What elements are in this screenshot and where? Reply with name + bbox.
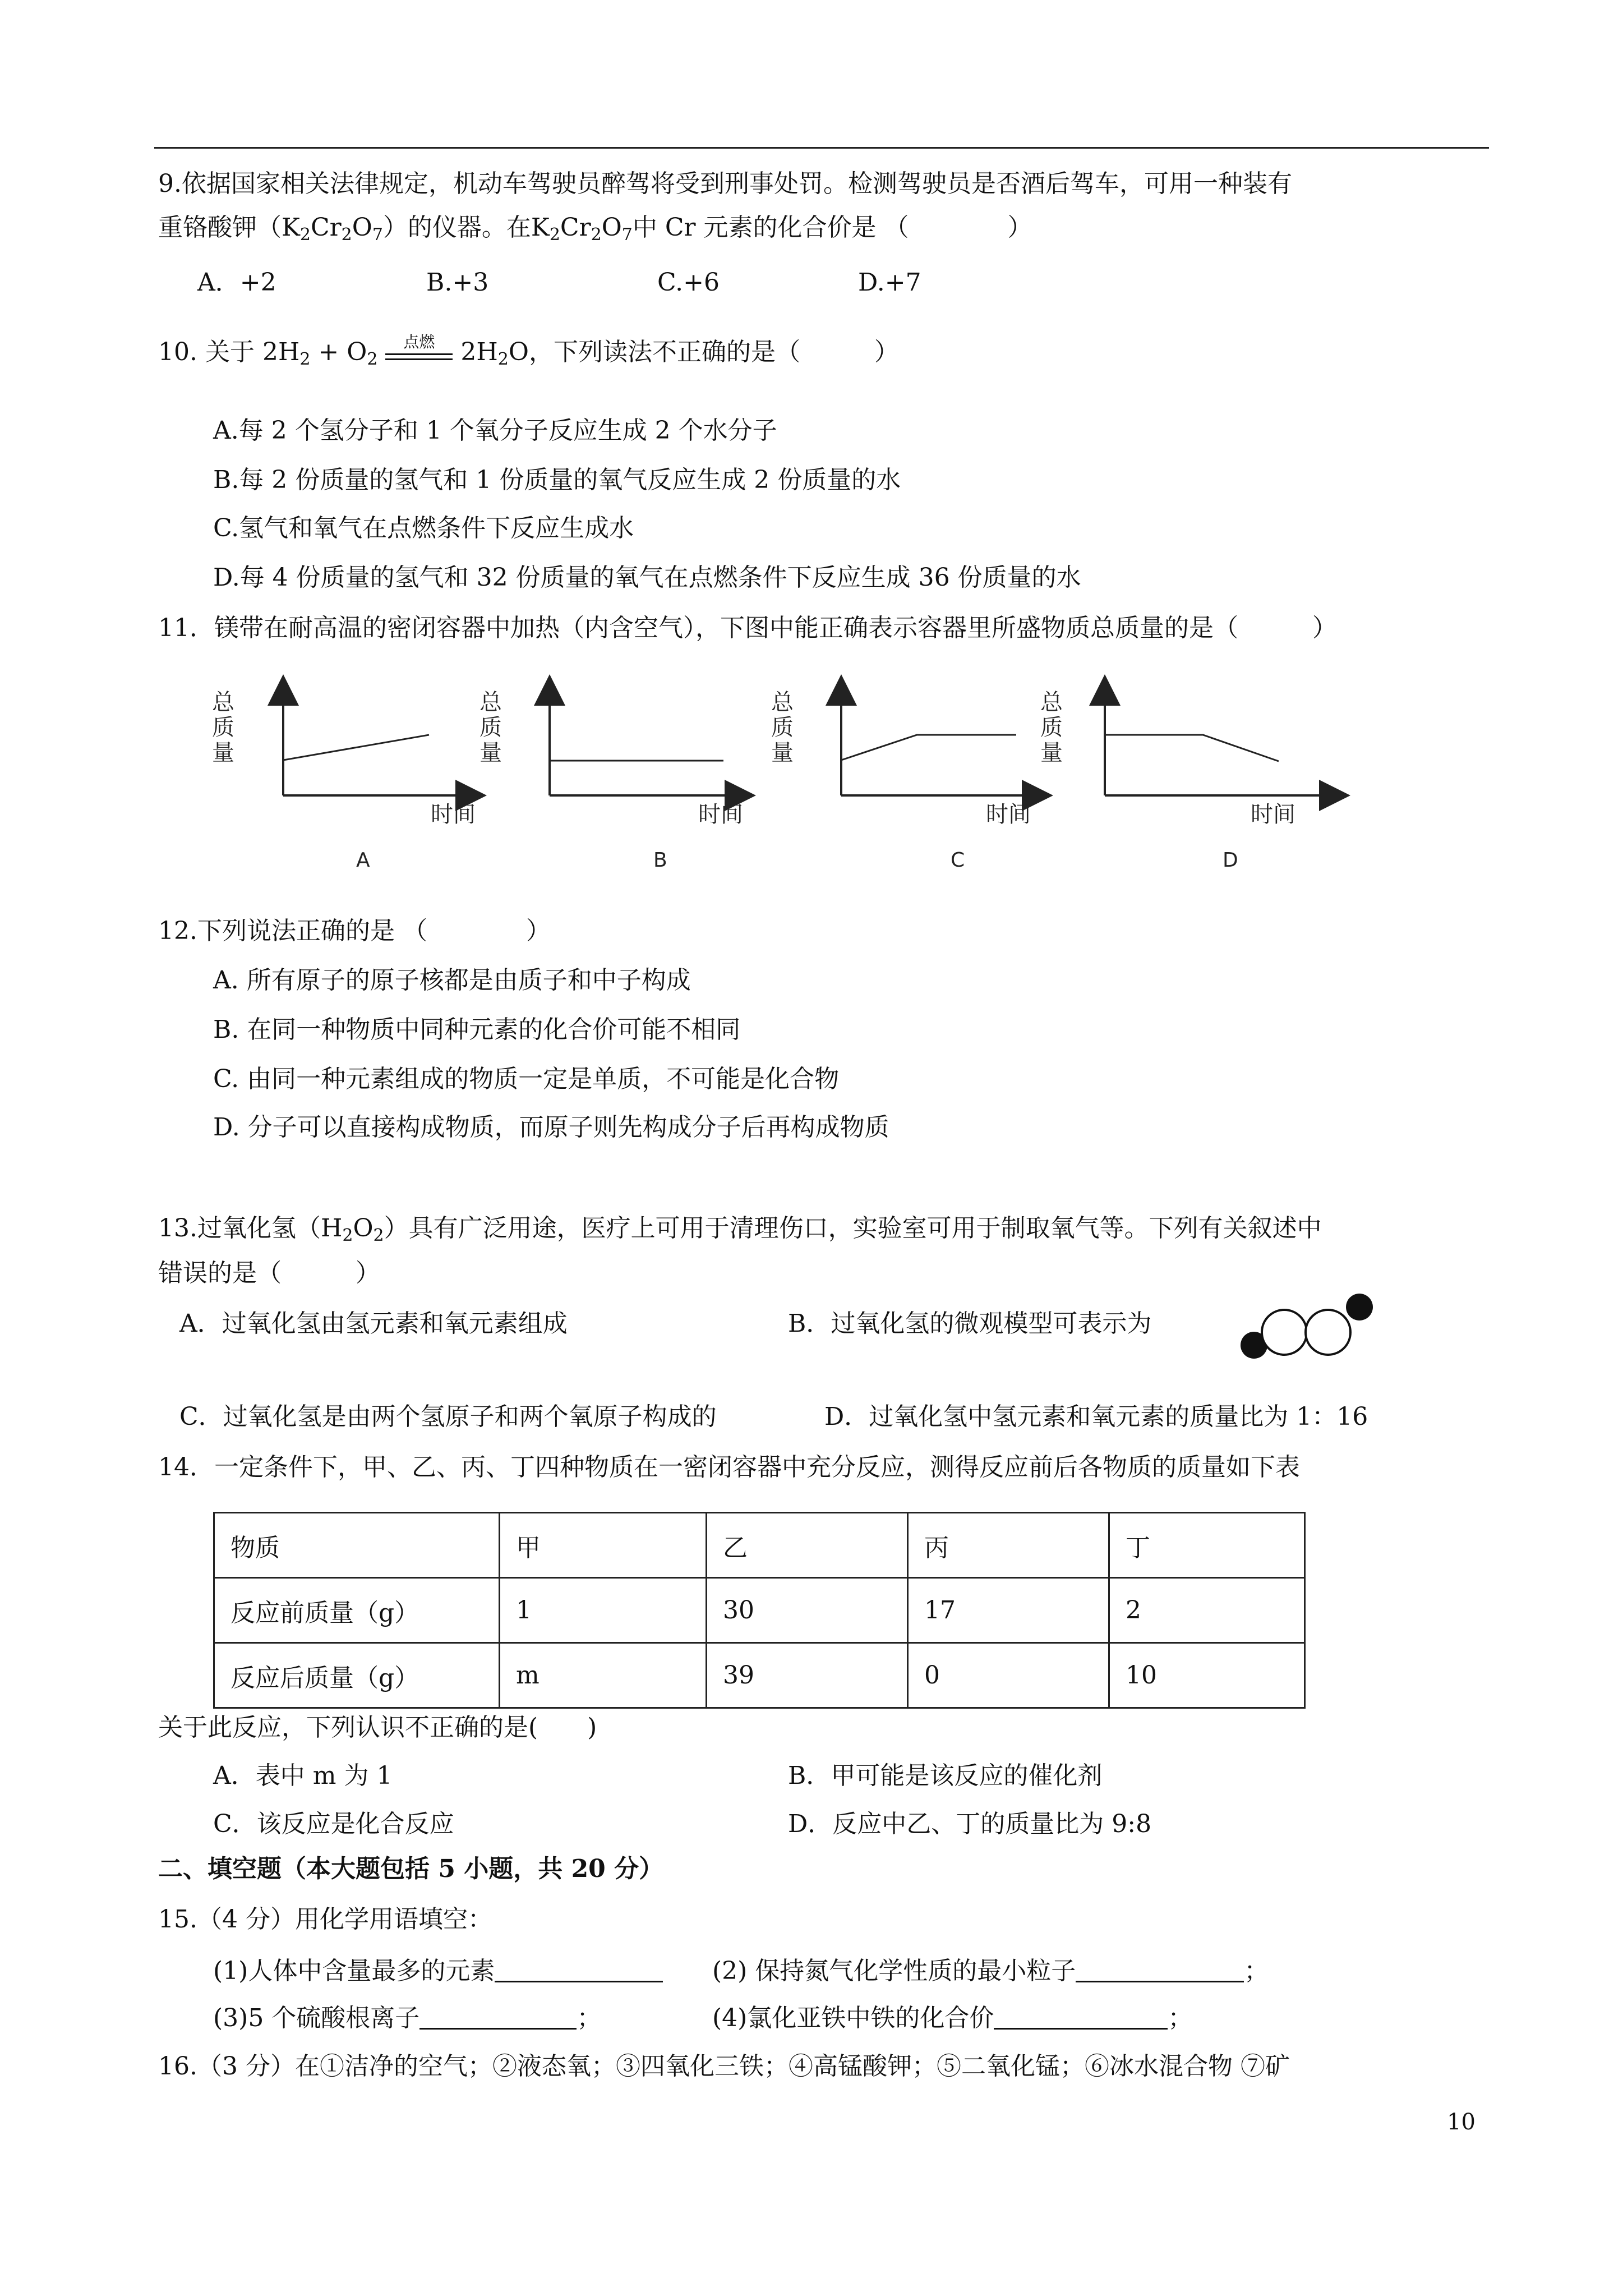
table-header-row [214, 1513, 1305, 1578]
table-cell: 反应前质量（g） [214, 1578, 500, 1643]
q13-line2: 错误的是（ ） [158, 1259, 380, 1287]
graph-b-ylabel-2: 质 [479, 715, 502, 740]
h2o2-model-icon [1234, 1285, 1380, 1363]
q15-part4: (4)氯化亚铁中铁的化合价 ； [712, 2004, 1193, 2032]
graph-d [1040, 689, 1335, 872]
q12-option-c: C. 由同一种元素组成的物质一定是单质，不可能是化合物 [213, 1065, 840, 1093]
table-cell: m [500, 1643, 707, 1708]
q11-graphs [0, 673, 1623, 909]
graph-d-ylabel-1: 总 [1040, 689, 1063, 715]
table-header-cell: 乙 [707, 1513, 908, 1578]
q14-after: 关于此反应，下列认识不正确的是( ) [158, 1713, 597, 1742]
q10-option-b: B.每 2 份质量的氢气和 1 份质量的氧气反应生成 2 份质量的水 [213, 466, 901, 494]
answer-blank[interactable] [1076, 1958, 1244, 1982]
q9-option-d: D.+7 [858, 268, 921, 297]
q12-option-a: A. 所有原子的原子核都是由质子和中子构成 [213, 966, 691, 995]
table-header-cell: 甲 [500, 1513, 707, 1578]
q15-part3: (3)5 个硫酸根离子 ； [213, 2004, 602, 2032]
q9-option-b: B.+3 [426, 268, 489, 297]
q10-option-a: A.每 2 个氢分子和 1 个氧分子反应生成 2 个水分子 [213, 416, 777, 445]
table-row [214, 1643, 1305, 1708]
graph-a-ylabel-1: 总 [212, 689, 234, 715]
graph-a-xlabel: 时间 [431, 802, 476, 827]
q12-stem: 12.下列说法正确的是 （ ） [158, 917, 551, 945]
table-row [214, 1578, 1305, 1643]
section-2-heading: 二、填空题（本大题包括 5 小题，共 20 分） [158, 1855, 664, 1883]
answer-blank[interactable] [994, 2005, 1168, 2030]
table-header-cell: 物质 [214, 1513, 500, 1578]
graph-d-ylabel-3: 量 [1040, 740, 1063, 766]
graph-d-line [1105, 735, 1279, 761]
table-cell: 17 [908, 1578, 1109, 1643]
graph-c-ylabel-2: 质 [771, 715, 794, 740]
answer-blank[interactable] [495, 1958, 663, 1982]
q9-option-c: C.+6 [657, 268, 720, 297]
q10-option-c: C.氢气和氧气在点燃条件下反应生成水 [213, 514, 634, 542]
q14-option-d: D．反应中乙、丁的质量比为 9:8 [788, 1810, 1152, 1838]
graph-c [771, 689, 1038, 872]
q15-part2: (2) 保持氮气化学性质的最小粒子 ； [712, 1957, 1269, 1985]
graph-b-label: B [653, 849, 667, 872]
table-cell: 反应后质量（g） [214, 1643, 500, 1708]
graph-d-ylabel-2: 质 [1040, 715, 1063, 740]
graph-a-line [283, 735, 429, 760]
table-header-cell: 丙 [908, 1513, 1109, 1578]
graph-c-line [841, 735, 1016, 760]
header-rule [154, 147, 1489, 149]
graph-c-label: C [951, 849, 965, 872]
q12-option-d: D. 分子可以直接构成物质，而原子则先构成分子后再构成物质 [213, 1113, 889, 1142]
graph-b [479, 689, 743, 872]
table-cell: 1 [500, 1578, 707, 1643]
graph-b-ylabel-3: 量 [479, 740, 502, 766]
q15-part1: (1)人体中含量最多的元素 [213, 1954, 663, 1988]
q9-option-a: A．+2 [197, 268, 276, 297]
q13-option-a: A．过氧化氢由氢元素和氧元素组成 [179, 1309, 568, 1338]
table-cell: 30 [707, 1578, 908, 1643]
q15-stem: 15.（4 分）用化学用语填空： [158, 1905, 492, 1934]
q14-table [213, 1512, 1306, 1709]
q13-option-c: C．过氧化氢是由两个氢原子和两个氧原子构成的 [179, 1402, 717, 1431]
graph-d-label: D [1223, 849, 1238, 872]
graph-b-ylabel-1: 总 [479, 689, 502, 715]
graph-b-xlabel: 时间 [698, 802, 743, 827]
answer-blank[interactable] [419, 2005, 577, 2030]
graph-c-ylabel-1: 总 [771, 689, 794, 715]
graph-a-ylabel-3: 量 [212, 740, 234, 766]
q9-line2: 重铬酸钾$(K_2Cr_2O_7)$的仪器。在$K_2Cr_2O_7$中 Cr 元素的化合价是 （ ） [158, 213, 1032, 245]
graph-a-label: A [356, 849, 370, 872]
graph-a-ylabel-2: 质 [212, 715, 234, 740]
table-cell: 10 [1109, 1643, 1305, 1708]
q13-option-d: D．过氧化氢中氢元素和氧元素的质量比为 1：16 [824, 1402, 1368, 1431]
q16-stem: 16.（3 分）在①洁净的空气；②液态氧；③四氧化三铁；④高锰酸钾；⑤二氧化锰；⑥冰水混合物 ⑦矿 [158, 2052, 1290, 2081]
table-header-cell: 丁 [1109, 1513, 1305, 1578]
table-cell: 39 [707, 1643, 908, 1708]
q11-stem: 11．镁带在耐高温的密闭容器中加热（内含空气），下图中能正确表示容器里所盛物质总质量的是（ ） [158, 614, 1337, 642]
q12-option-b: B. 在同一种物质中同种元素的化合价可能不相同 [213, 1015, 741, 1044]
graph-d-xlabel: 时间 [1251, 802, 1295, 827]
q14-option-a: A．表中 m 为 1 [213, 1761, 393, 1790]
q10-stem: 10. 关于 $2H_2 + O_2$ 点燃 $2H_2O$，下列读法不正确的是（ ） [158, 333, 899, 369]
q13-stem: 13.过氧化氢$(H_2O_2)$具有广泛用途，医疗上可用于清理伤口，实验室可用于制取氧气等。下列有关叙述中 [158, 1214, 1322, 1245]
reaction-condition: 点燃 [385, 343, 453, 360]
q14-option-c: C．该反应是化合反应 [213, 1810, 454, 1838]
graph-c-ylabel-3: 量 [771, 740, 794, 766]
table-cell: 2 [1109, 1578, 1305, 1643]
graph-a [212, 689, 476, 872]
q14-stem: 14．一定条件下，甲、乙、丙、丁四种物质在一密闭容器中充分反应，测得反应前后各物质的质量如下表 [158, 1453, 1300, 1481]
table-cell: 0 [908, 1643, 1109, 1708]
graph-c-xlabel: 时间 [986, 802, 1031, 827]
q10-option-d: D.每 4 份质量的氢气和 32 份质量的氧气在点燃条件下反应生成 36 份质量的水 [213, 563, 1081, 592]
page-number: 10 [1447, 2109, 1476, 2135]
q13-option-b: B．过氧化氢的微观模型可表示为 [788, 1309, 1152, 1338]
q14-option-b: B．甲可能是该反应的催化剂 [788, 1761, 1103, 1790]
q9-line1: 9.依据国家相关法律规定，机动车驾驶员醉驾将受到刑事处罚。检测驾驶员是否酒后驾车，可用一种装有 [158, 169, 1292, 198]
